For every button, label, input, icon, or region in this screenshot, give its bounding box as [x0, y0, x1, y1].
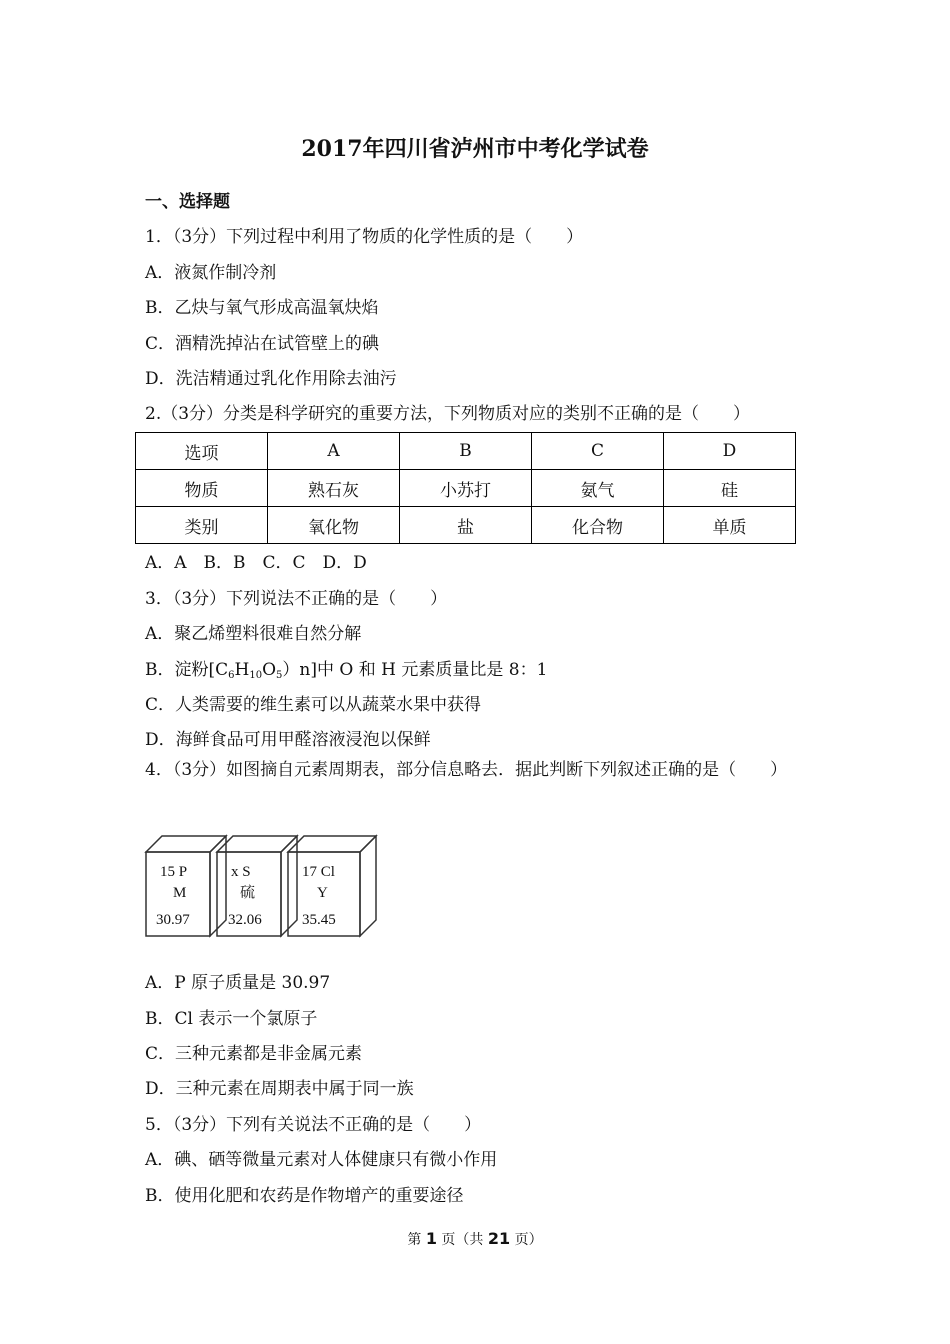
table-cell: 氧化物: [268, 507, 400, 544]
section-heading: 一、选择题: [145, 192, 230, 212]
question-4-option-c: C．三种元素都是非金属元素: [145, 1044, 363, 1064]
formula-text: H: [234, 660, 250, 680]
table-cell: 化合物: [532, 507, 664, 544]
formula-text: ）n]中 O 和 H 元素质量比是 8：1: [282, 660, 548, 680]
table-cell: 物质: [136, 470, 268, 507]
element-3-name: Y: [317, 885, 328, 901]
question-1-option-c: C．酒精洗掉沾在试管壁上的碘: [145, 334, 380, 354]
formula-text: B．淀粉[C: [145, 660, 229, 680]
element-3-mass: 35.45: [302, 912, 336, 928]
table-cell: 硅: [664, 470, 796, 507]
question-2-stem: 2.（3分）分类是科学研究的重要方法，下列物质对应的类别不正确的是（ ）: [145, 404, 751, 424]
footer-text: 第: [407, 1232, 426, 1248]
question-5-stem: 5．（3分）下列有关说法不正确的是（ ）: [145, 1115, 482, 1135]
classification-table: [135, 432, 796, 544]
table-row: [136, 507, 796, 544]
table-row: [136, 433, 796, 470]
question-3-option-c: C．人类需要的维生素可以从蔬菜水果中获得: [145, 695, 482, 715]
table-cell: 小苏打: [400, 470, 532, 507]
question-3-option-a: A．聚乙烯塑料很难自然分解: [145, 624, 362, 644]
periodic-table-figure: [140, 830, 390, 942]
page-footer: [0, 1229, 950, 1249]
element-2-name: 硫: [240, 885, 256, 901]
table-cell: 盐: [400, 507, 532, 544]
element-1-mass: 30.97: [156, 912, 190, 928]
table-cell: A: [268, 433, 400, 470]
question-2-options: A．A B．B C．C D．D: [145, 553, 367, 573]
element-3-number-symbol: 17 Cl: [302, 864, 335, 880]
table-cell: B: [400, 433, 532, 470]
question-3-option-b: [145, 655, 547, 681]
table-cell: D: [664, 433, 796, 470]
element-2-mass: 32.06: [228, 912, 262, 928]
table-cell: 熟石灰: [268, 470, 400, 507]
question-4-option-a: A．P 原子质量是 30.97: [145, 973, 331, 993]
subscript: 10: [249, 670, 263, 681]
element-1-number-symbol: 15 P: [160, 864, 188, 880]
subscript: 6: [228, 670, 235, 681]
table-cell: 氨气: [532, 470, 664, 507]
question-3-option-d: D．海鲜食品可用甲醛溶液浸泡以保鲜: [145, 730, 431, 750]
question-1-stem: 1．（3分）下列过程中利用了物质的化学性质的是（ ）: [145, 227, 584, 247]
formula-text: O: [262, 660, 277, 680]
current-page-number: 1: [425, 1229, 437, 1248]
subscript: 5: [276, 670, 283, 681]
table-cell: 类别: [136, 507, 268, 544]
footer-text: 页）: [510, 1232, 543, 1248]
question-3-stem: 3．（3分）下列说法不正确的是（ ）: [145, 589, 448, 609]
question-5-option-a: A．碘、硒等微量元素对人体健康只有微小作用: [145, 1150, 498, 1170]
table-cell: 选项: [136, 433, 268, 470]
question-1-option-b: B．乙炔与氧气形成高温氧炔焰: [145, 298, 379, 318]
page-title: 2017年四川省泸州市中考化学试卷: [301, 136, 649, 162]
question-4-stem: 4．（3分）如图摘自元素周期表，部分信息略去．据此判断下列叙述正确的是（ ）: [145, 760, 788, 780]
question-5-option-b: B．使用化肥和农药是作物增产的重要途径: [145, 1186, 464, 1206]
total-pages-number: 21: [487, 1229, 511, 1248]
element-1-name: M: [173, 885, 187, 901]
question-1-option-a: A．液氮作制冷剂: [145, 263, 277, 283]
table-row: [136, 470, 796, 507]
table-cell: 单质: [664, 507, 796, 544]
element-2-number-symbol: x S: [231, 864, 251, 880]
question-1-option-d: D．洗洁精通过乳化作用除去油污: [145, 369, 397, 389]
table-cell: C: [532, 433, 664, 470]
footer-text: 页（共: [436, 1232, 488, 1248]
question-4-option-d: D．三种元素在周期表中属于同一族: [145, 1079, 414, 1099]
question-4-option-b: B．Cl 表示一个氯原子: [145, 1009, 318, 1029]
